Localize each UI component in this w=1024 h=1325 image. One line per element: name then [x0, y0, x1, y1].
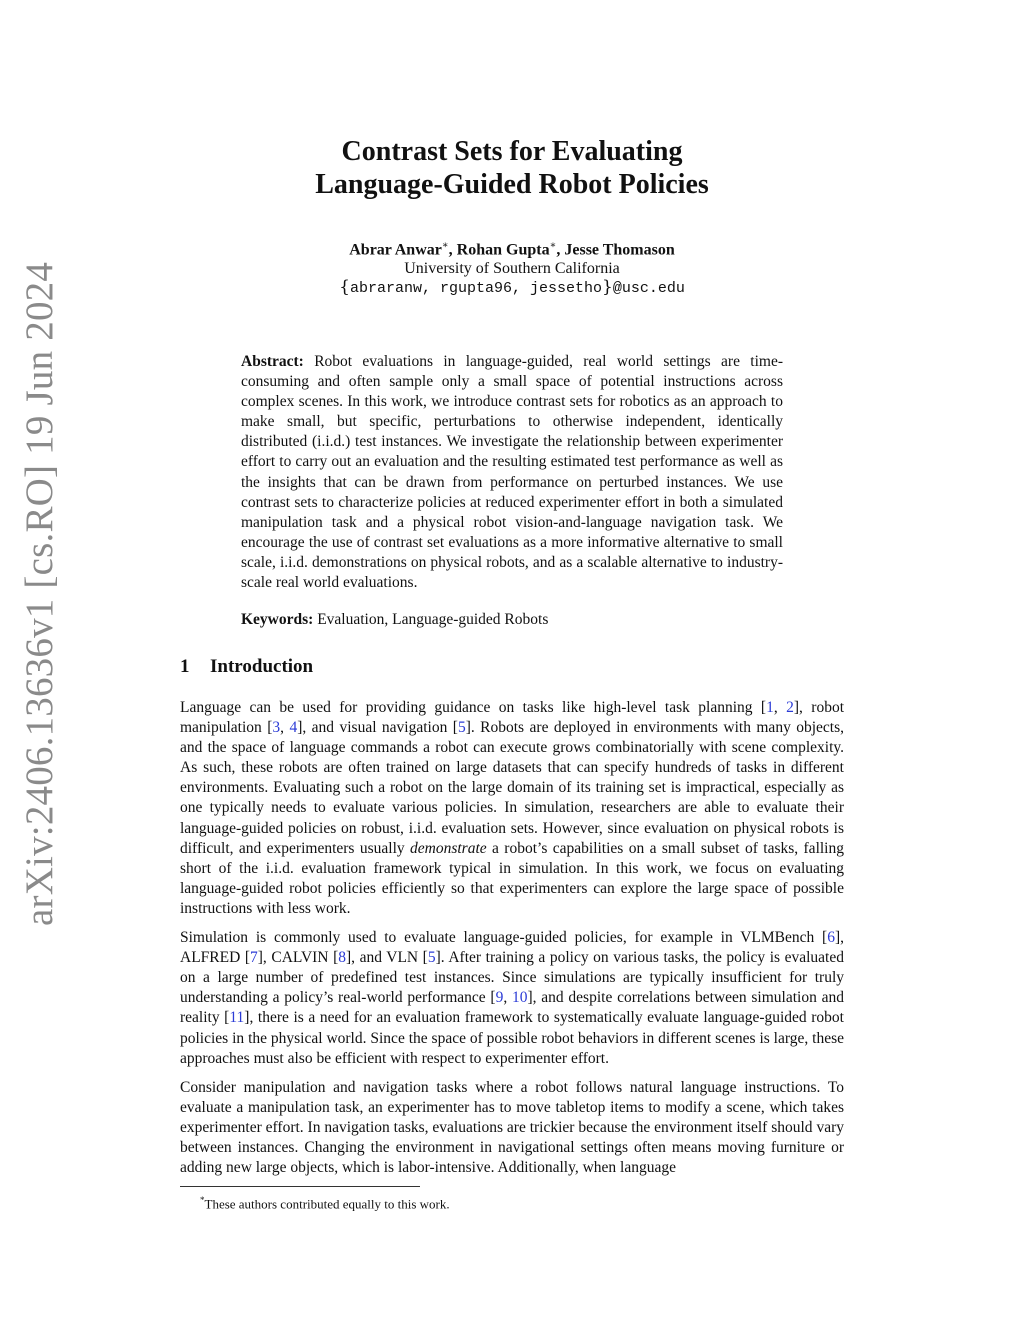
text-run: , — [503, 989, 512, 1007]
citation-link[interactable]: 7 — [250, 949, 258, 967]
text-run: ], and despite correlations between simulation and reality [ — [180, 989, 844, 1027]
citation-link[interactable]: 5 — [427, 949, 436, 967]
body-text — [180, 698, 844, 1187]
citation-link[interactable]: 8 — [338, 949, 346, 967]
text-run: ], ALFRED [ — [180, 929, 844, 967]
paragraph-3: Consider manipulation and navigation tasks where a robot follows natural language instructions. To evaluate a manipulation task, an experimenter has to move tabletop items to modify a scene, which takes experimenter effort. In navigation tasks, evaluations are trickier because the environment itself should vary between instances. Changing the environment in navigational settings often means moving furniture or adding new large objects, which is labor-intensive. Additionally, when language — [180, 1078, 844, 1177]
paragraph-2 — [180, 928, 844, 1069]
affiliation: University of Southern California — [404, 260, 620, 278]
author-block — [180, 236, 844, 298]
section-title: Introduction — [210, 656, 314, 677]
author-emails — [180, 278, 844, 298]
email-usernames: abraranw, rgupta96, jessetho — [349, 280, 603, 298]
email-brace-close: } — [602, 277, 613, 298]
email-brace-open: { — [339, 277, 350, 298]
citation-link[interactable]: 10 — [511, 989, 528, 1007]
citation-link[interactable]: 3 — [272, 719, 281, 737]
author-separator: , — [448, 241, 457, 259]
author-2: Rohan Gupta — [456, 241, 550, 259]
text-run: Language can be used for providing guidance on tasks like high-level task planning [ — [180, 699, 767, 716]
citation-link[interactable]: 6 — [827, 929, 835, 947]
text-run: ], CALVIN [ — [257, 949, 339, 967]
author-1-mark: ∗ — [441, 240, 449, 251]
text-run: ]. Robots are deployed in environments with many objects, and the space of language commands a robot can execute grows combinatorially with scene complexity. As such, these robots are often trained on large datasets that can specify hundreds of tasks in different environments. Evaluating such a robot on the large domain of its training set is impractical, especially as one typically needs to evaluate various policies. In simulation, researchers are able to evaluate their language-guided policies on robust, i.i.d. evaluation sets. However, since evaluation on physical robots is difficult, and experimenters usually — [180, 719, 845, 857]
keywords-text: Evaluation, Language-guided Robots — [317, 611, 549, 628]
text-run: , — [280, 719, 290, 737]
footnote — [200, 1192, 450, 1212]
emphasis-text: demonstrate — [410, 839, 487, 857]
title-line-2: Language-Guided Robot Policies — [315, 169, 709, 200]
text-run: ], and visual navigation [ — [297, 719, 458, 737]
footnote-divider — [180, 1186, 420, 1187]
author-2-mark: ∗ — [549, 240, 557, 251]
author-1: Abrar Anwar — [349, 241, 442, 259]
section-number: 1 — [180, 656, 190, 677]
paper-title — [180, 135, 844, 201]
text-run: a robot’s capabilities on a small subset of tasks, falling short of the i.i.d. evaluation framework typical in simulation. In this work, we focus on evaluating language-guided robot policies efficiently so that experimenters can explore the large space of possible instructions with less work. — [180, 839, 844, 917]
email-domain: @usc.edu — [612, 280, 685, 298]
section-heading-introduction — [180, 656, 313, 678]
citation-link[interactable]: 4 — [289, 719, 298, 737]
citation-link[interactable]: 1 — [766, 699, 774, 716]
citation-link[interactable]: 11 — [229, 1009, 245, 1027]
citation-link[interactable]: 9 — [495, 989, 504, 1007]
text-run: ]. After training a policy on various tasks, the policy is evaluated on a large number of predefined test instances. Since simulations are typically insufficient for truly understanding a policy’s real-world performance [ — [180, 949, 844, 1007]
abstract — [241, 352, 783, 593]
arxiv-identifier-stamp: arXiv:2406.13636v1 [cs.RO] 19 Jun 2024 — [18, 261, 61, 926]
abstract-label: Abstract: — [241, 353, 304, 370]
author-3: Jesse Thomason — [564, 241, 675, 259]
text-run: Simulation is commonly used to evaluate language-guided policies, for example in VLMBench [ — [180, 929, 828, 947]
footnote-text: These authors contributed equally to this work. — [204, 1196, 450, 1212]
text-run: ], there is a need for an evaluation framework to systematically evaluate language-guided robot policies in the physical world. Since the space of possible robot behaviors in different scenes is large, these approaches must also be efficient with respect to experimenter effort. — [180, 1009, 844, 1067]
keywords — [241, 610, 783, 630]
citation-link[interactable]: 2 — [786, 699, 794, 716]
text-run: , — [773, 699, 787, 716]
paragraph-1 — [180, 698, 844, 919]
text-run: ], and VLN [ — [345, 949, 428, 967]
author-separator: , — [556, 241, 565, 259]
abstract-text: Robot evaluations in language-guided, real world settings are time-consuming and often sample only a small space of potential instructions across complex scenes. In this work, we introduce contrast sets for robotics as an approach to make small, but specific, perturbations to otherwise independent, identically distributed (i.i.d.) test instances. We investigate the relationship between experimenter effort to carry out an evaluation and the resulting estimated test performance as well as the insights that can be drawn from performance on perturbed instances. We use contrast sets to characterize policies at reduced experimenter effort in both a simulated manipulation task and a physical robot vision-and-language navigation task. We encourage the use of contrast set evaluations as a more informative alternative to small scale, i.i.d. demonstrations on physical robots, and as a scalable alternative to industry-scale real world evaluations. — [241, 353, 784, 592]
keywords-label: Keywords: — [241, 611, 314, 628]
footnote-mark: * — [200, 1195, 205, 1205]
citation-link[interactable]: 5 — [457, 719, 466, 737]
text-run: ], robot manipulation [ — [180, 699, 845, 737]
author-names — [180, 236, 844, 259]
title-line-1: Contrast Sets for Evaluating — [341, 136, 683, 167]
